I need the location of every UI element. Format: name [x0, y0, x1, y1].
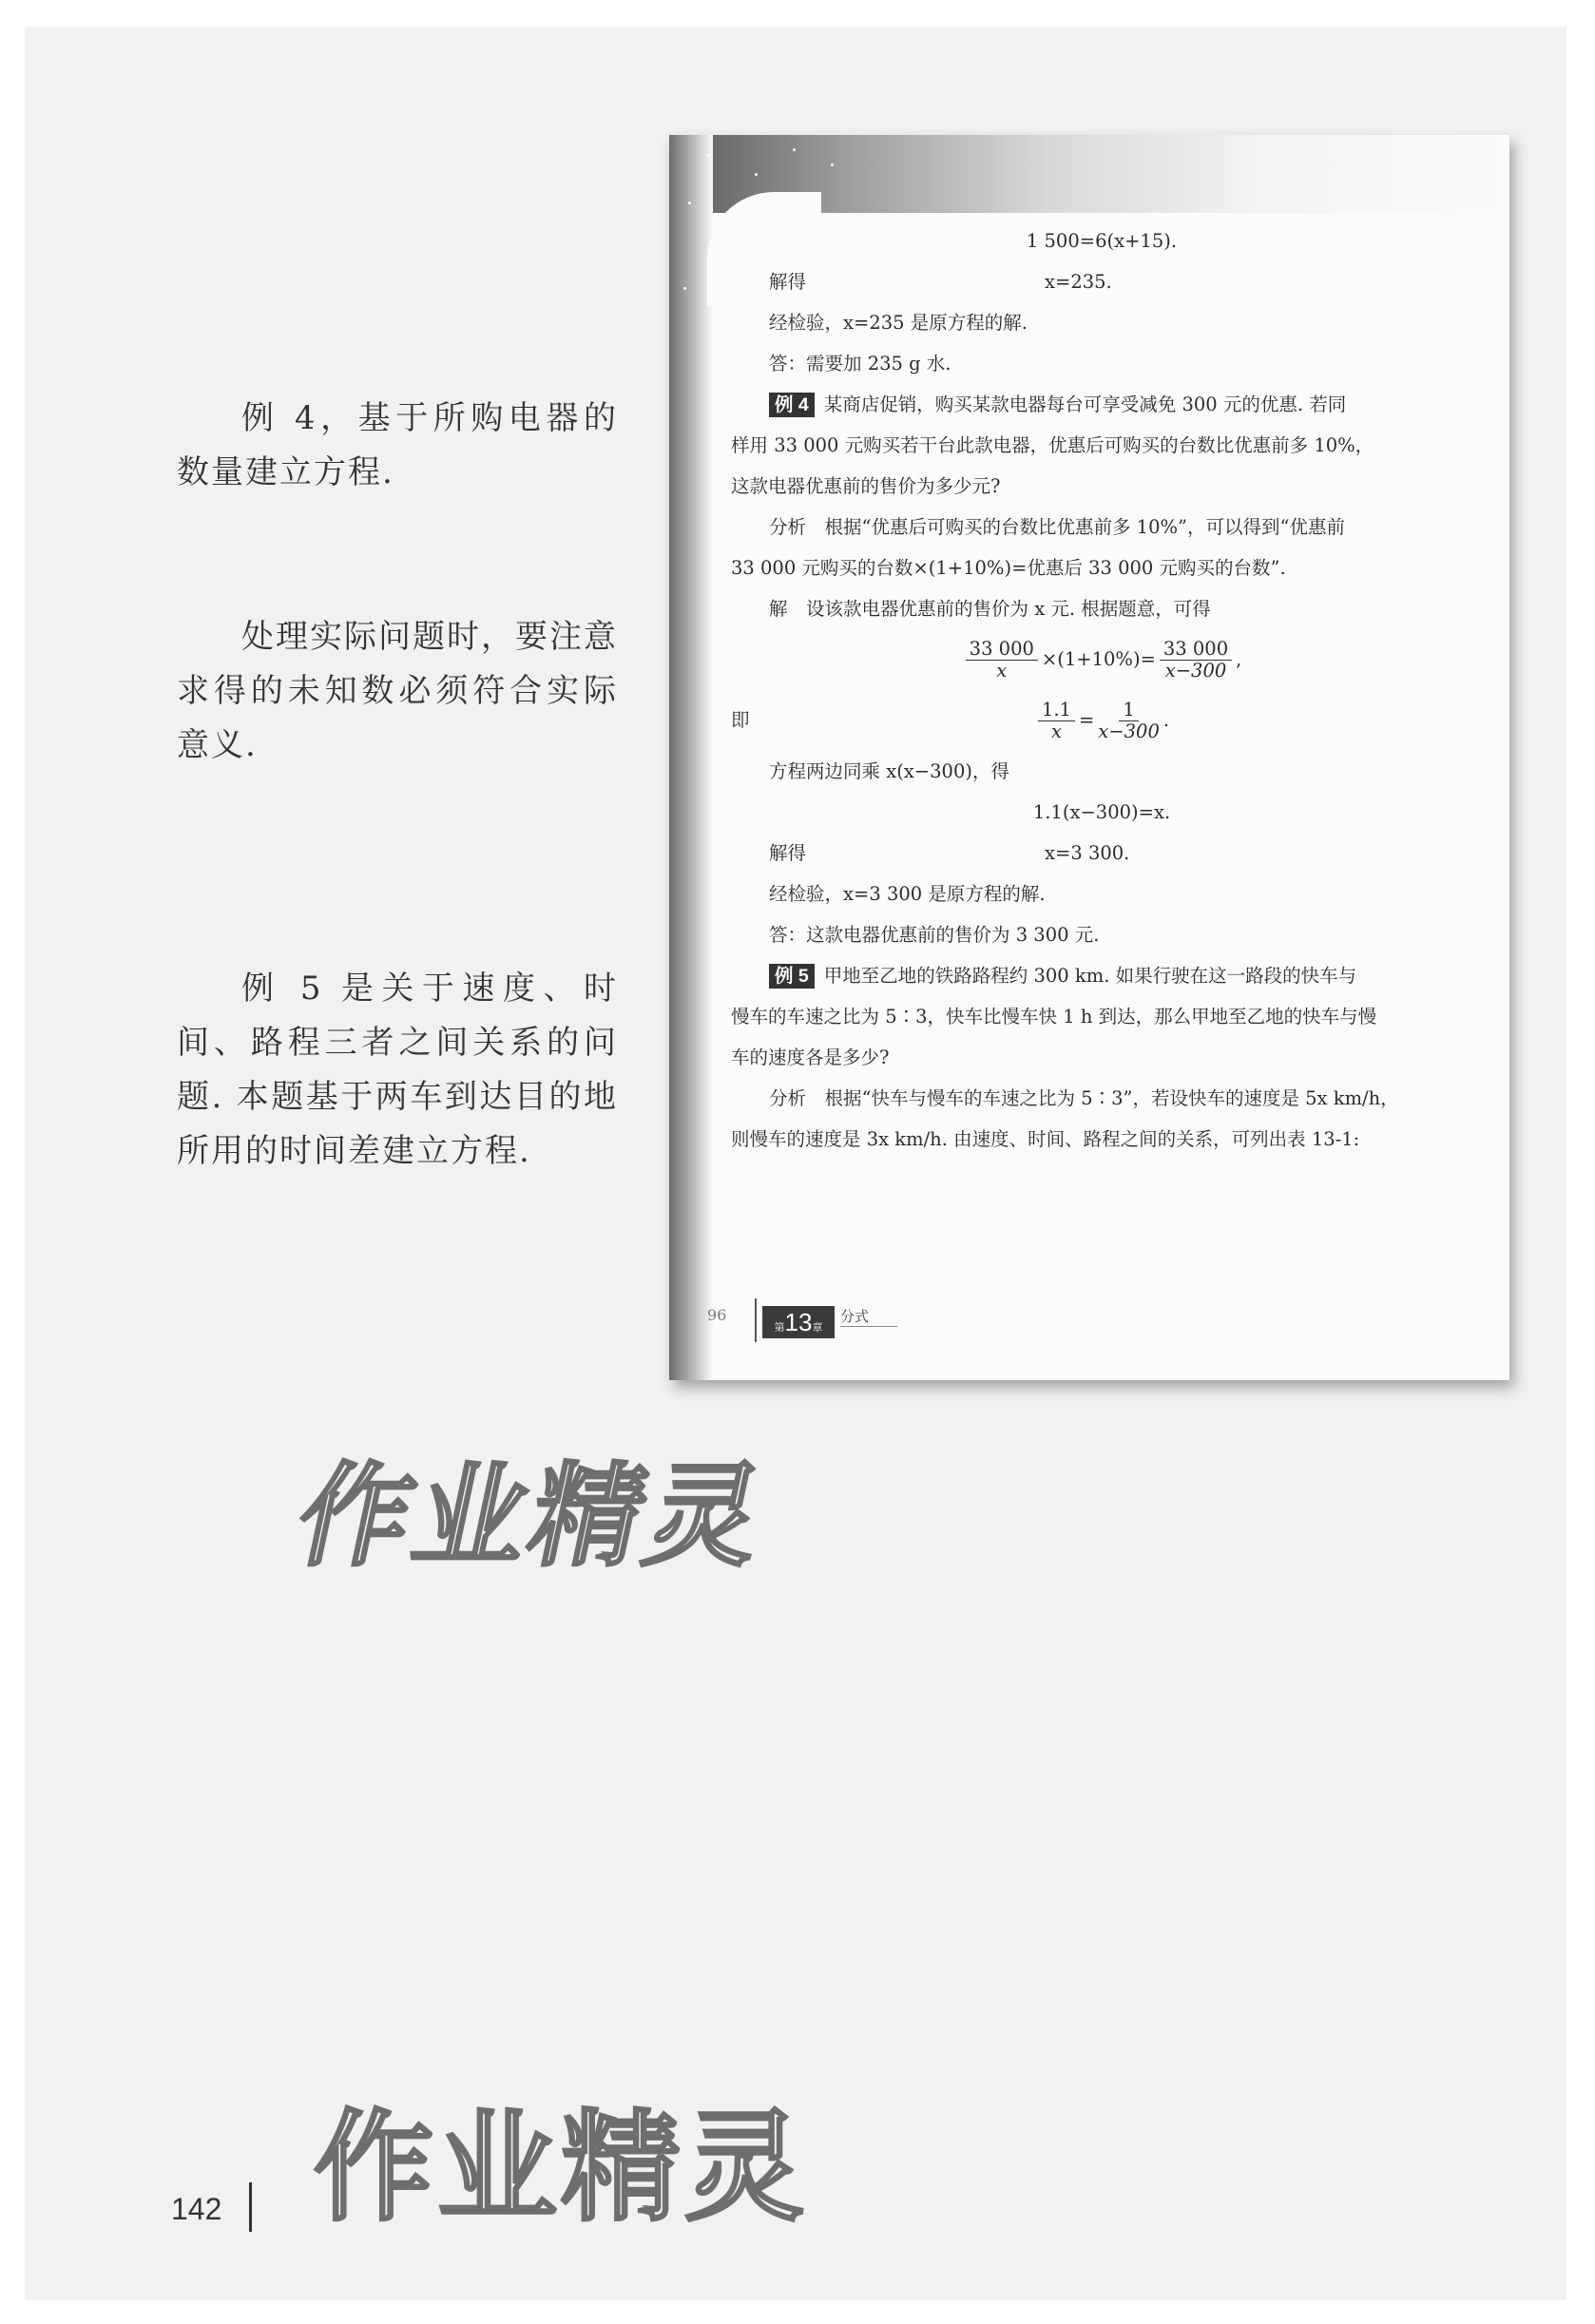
side-note-example-4 — [177, 392, 618, 500]
inset-page-number: 96 — [707, 1306, 727, 1324]
fraction — [1038, 700, 1075, 742]
chapter-number: 13 — [784, 1308, 813, 1336]
analysis-line: 则慢车的速度是 3x km/h. 由速度、时间、路程之间的关系，可列出表 13-1: — [731, 1128, 1360, 1150]
textbook-inset-page — [669, 135, 1509, 1380]
fraction-equation-1 — [731, 629, 1472, 690]
example-4-line: 这款电器优惠前的售价为多少元? — [731, 475, 1001, 497]
example-4-tag: 例 4 — [769, 393, 815, 417]
example-5-line: 车的速度各是多少? — [731, 1047, 890, 1068]
page-number: 142 — [171, 2192, 222, 2226]
star-decoration — [707, 154, 710, 157]
punctuation: . — [1163, 709, 1170, 731]
side-note-example-5 — [177, 962, 618, 1179]
decorative-side-band — [669, 135, 713, 1380]
numerator: 33 000 — [966, 639, 1038, 661]
solve-value: x=235. — [1045, 271, 1112, 293]
page-number-divider — [249, 2182, 252, 2232]
answer-line: 答：需要加 235 g 水. — [769, 353, 951, 375]
numerator: 1 — [1119, 700, 1138, 721]
chapter-title: 分式 — [840, 1306, 897, 1327]
side-note-text: 处理实际问题时，要注意求得的未知数必须符合实际意义. — [177, 618, 618, 764]
denominator: x−300 — [1098, 720, 1160, 742]
fraction — [1098, 700, 1160, 742]
answer-line: 答：这款电器优惠前的售价为 3 300 元. — [769, 924, 1100, 946]
multiply-line: 方程两边同乘 x(x−300)，得 — [769, 760, 1009, 782]
solve-label: 解得 — [769, 271, 807, 293]
numerator: 1.1 — [1038, 700, 1075, 721]
fraction-equation-2 — [731, 690, 1472, 751]
example-4-line — [731, 384, 1472, 425]
ji-label: 即 — [731, 709, 750, 731]
denominator: x — [996, 660, 1008, 682]
example-4-text: 某商店促销，购买某款电器每台可享受减免 300 元的优惠. 若同 — [823, 394, 1347, 415]
solution-line: 解 设该款电器优惠前的售价为 x 元. 根据题意，可得 — [769, 598, 1211, 620]
chapter-suffix: 章 — [812, 1322, 823, 1334]
star-decoration — [755, 173, 758, 176]
watermark-logo: 作业精灵 — [286, 1450, 778, 1582]
punctuation: , — [1236, 648, 1242, 670]
solve-line — [731, 833, 1472, 874]
chapter-badge — [762, 1306, 835, 1338]
solve-line — [731, 261, 1472, 302]
analysis-line: 分析 根据“快车与慢车的车速之比为 5∶3”，若设快车的速度是 5x km/h， — [769, 1087, 1399, 1109]
example-5-text: 甲地至乙地的铁路路程约 300 km. 如果行驶在这一路段的快车与 — [823, 965, 1357, 987]
check-line: 经检验，x=3 300 是原方程的解. — [769, 883, 1046, 905]
solve-label: 解得 — [769, 842, 807, 864]
inset-body-text — [731, 221, 1472, 1160]
check-line: 经检验，x=235 是原方程的解. — [769, 312, 1028, 334]
analysis-line: 分析 根据“优惠后可购买的台数比优惠前多 10%”，可以得到“优惠前 — [769, 516, 1345, 538]
operator: ×(1+10%)= — [1041, 648, 1156, 670]
side-note-text: 例 4，基于所购电器的数量建立方程. — [177, 399, 618, 491]
star-decoration — [683, 287, 686, 290]
star-decoration — [688, 202, 691, 204]
analysis-line: 33 000 元购买的台数×(1+10%)=优惠后 33 000 元购买的台数”. — [731, 557, 1286, 579]
inset-footer — [669, 1296, 1509, 1344]
star-decoration — [793, 148, 796, 151]
chapter-prefix: 第 — [774, 1322, 785, 1334]
footer-divider — [755, 1298, 757, 1342]
example-4-line: 样用 33 000 元购买若干台此款电器，优惠后可购买的台数比优惠前多 10%， — [731, 434, 1374, 456]
operator: = — [1078, 709, 1095, 731]
fraction — [966, 639, 1038, 682]
denominator: x — [1050, 720, 1062, 742]
equation-line: 1.1(x−300)=x. — [1032, 801, 1171, 823]
star-decoration — [831, 163, 834, 166]
example-5-line — [731, 955, 1472, 996]
example-5-line: 慢车的车速之比为 5∶3，快车比慢车快 1 h 到达，那么甲地至乙地的快车与慢 — [731, 1006, 1377, 1028]
solve-value: x=3 300. — [1045, 842, 1130, 864]
example-5-tag: 例 5 — [769, 964, 815, 989]
star-decoration — [726, 240, 729, 242]
fraction — [1160, 639, 1232, 682]
watermark-logo: 作业精灵 — [314, 2098, 808, 2238]
side-note-text: 例 5 是关于速度、时间、路程三者之间关系的问题. 本题基于两车到达目的地所用的时间差建立方程. — [177, 970, 618, 1170]
equation-line: 1 500=6(x+15). — [1026, 230, 1178, 252]
side-note-practical — [177, 610, 618, 773]
denominator: x−300 — [1164, 660, 1227, 682]
numerator: 33 000 — [1160, 639, 1232, 661]
